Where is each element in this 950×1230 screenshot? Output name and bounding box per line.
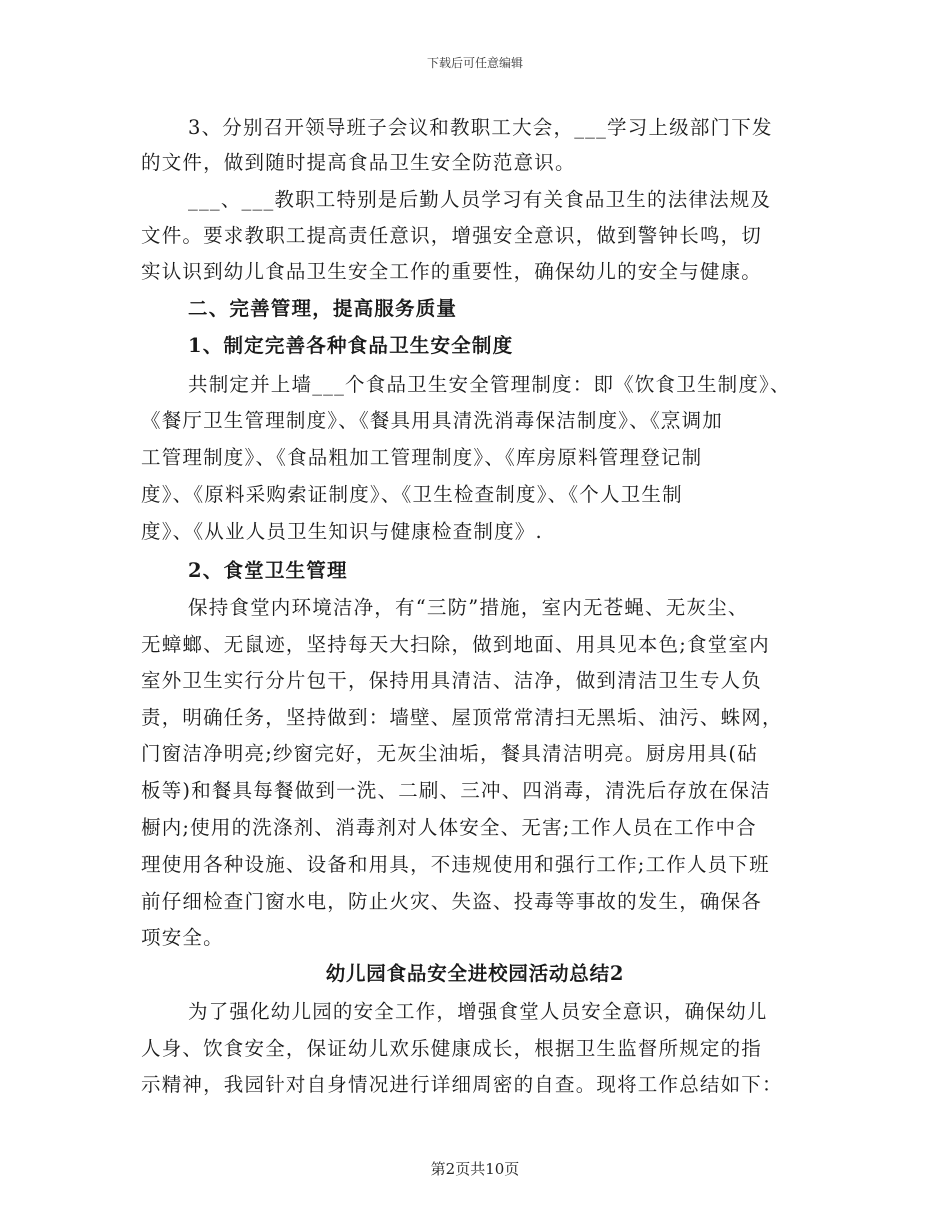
paragraph-line: 室外卫生实行分片包干，保持用具清洁、洁净，做到清洁卫生专人负 — [141, 669, 763, 692]
paragraph-line: 《餐厅卫生管理制度》、《餐具用具清洗消毒保洁制度》、《烹调加 — [141, 409, 724, 432]
paragraph-line: 度》、《原料采购索证制度》、《卫生检查制度》、《个人卫生制 — [141, 483, 683, 506]
paragraph-line: 工管理制度》、《食品粗加工管理制度》、《库房原料管理登记制 — [141, 446, 703, 469]
section-heading: 二、完善管理，提高服务质量 — [188, 297, 458, 320]
subsection-heading: 1、制定完善各种食品卫生安全制度 — [188, 334, 514, 357]
paragraph-line: 保持食堂内环境洁净，有“三防”措施，室内无苍蝇、无灰尘、 — [188, 596, 749, 619]
document-title: 幼儿园食品安全进校园活动总结2 — [325, 962, 625, 985]
paragraph-line: 责，明确任务，坚持做到：墙壁、屋顶常常清扫无黑垢、油污、蛛网， — [141, 706, 783, 729]
paragraph-line: 无蟑螂、无鼠迹，坚持每天大扫除，做到地面、用具见本色;食堂室内 — [141, 633, 770, 656]
paragraph-line: 实认识到幼儿食品卫生安全工作的重要性，确保幼儿的安全与健康。 — [141, 260, 763, 283]
paragraph-line: 示精神，我园针对自身情况进行详细周密的自查。现将工作总结如下： — [141, 1073, 783, 1096]
paragraph-line: 门窗洁净明亮;纱窗完好，无灰尘油垢，餐具清洁明亮。厨房用具(砧 — [141, 742, 758, 765]
paragraph-line: 的文件，做到随时提高食品卫生安全防范意识。 — [141, 151, 576, 174]
paragraph-line: 3、分别召开领导班子会议和教职工大会，___学习上级部门下发 — [188, 116, 773, 139]
paragraph-line: 理使用各种设施、设备和用具，不违规使用和强行工作;工作人员下班 — [141, 853, 770, 876]
paragraph-line: 人身、饮食安全，保证幼儿欢乐健康成长，根据卫生监督所规定的指 — [141, 1037, 763, 1060]
paragraph-line: 共制定并上墙___个食品卫生安全管理制度：即《饮食卫生制度》、 — [188, 373, 791, 396]
paragraph-line: 文件。要求教职工提高责任意识，增强安全意识，做到警钟长鸣，切 — [141, 224, 763, 247]
paragraph-line: ___、___教职工特别是后勤人员学习有关食品卫生的法律法规及 — [188, 188, 772, 211]
page-header: 下载后可任意编辑 — [426, 56, 523, 70]
paragraph-line: 前仔细检查门窗水电，防止火灾、失盗、投毒等事故的发生，确保各 — [141, 890, 763, 913]
page-footer: 第2页共10页 — [430, 1160, 520, 1178]
paragraph-line: 度》、《从业人员卫生知识与健康检查制度》. — [141, 520, 543, 543]
subsection-heading: 2、食堂卫生管理 — [188, 559, 348, 582]
paragraph-line: 为了强化幼儿园的安全工作，增强食堂人员安全意识，确保幼儿 — [188, 1000, 768, 1023]
paragraph-line: 项安全。 — [141, 926, 224, 949]
paragraph-line: 板等)和餐具每餐做到一洗、二刷、三冲、四消毒，清洗后存放在保洁 — [141, 779, 771, 802]
paragraph-line: 橱内;使用的洗涤剂、消毒剂对人体安全、无害;工作人员在工作中合 — [141, 816, 757, 839]
